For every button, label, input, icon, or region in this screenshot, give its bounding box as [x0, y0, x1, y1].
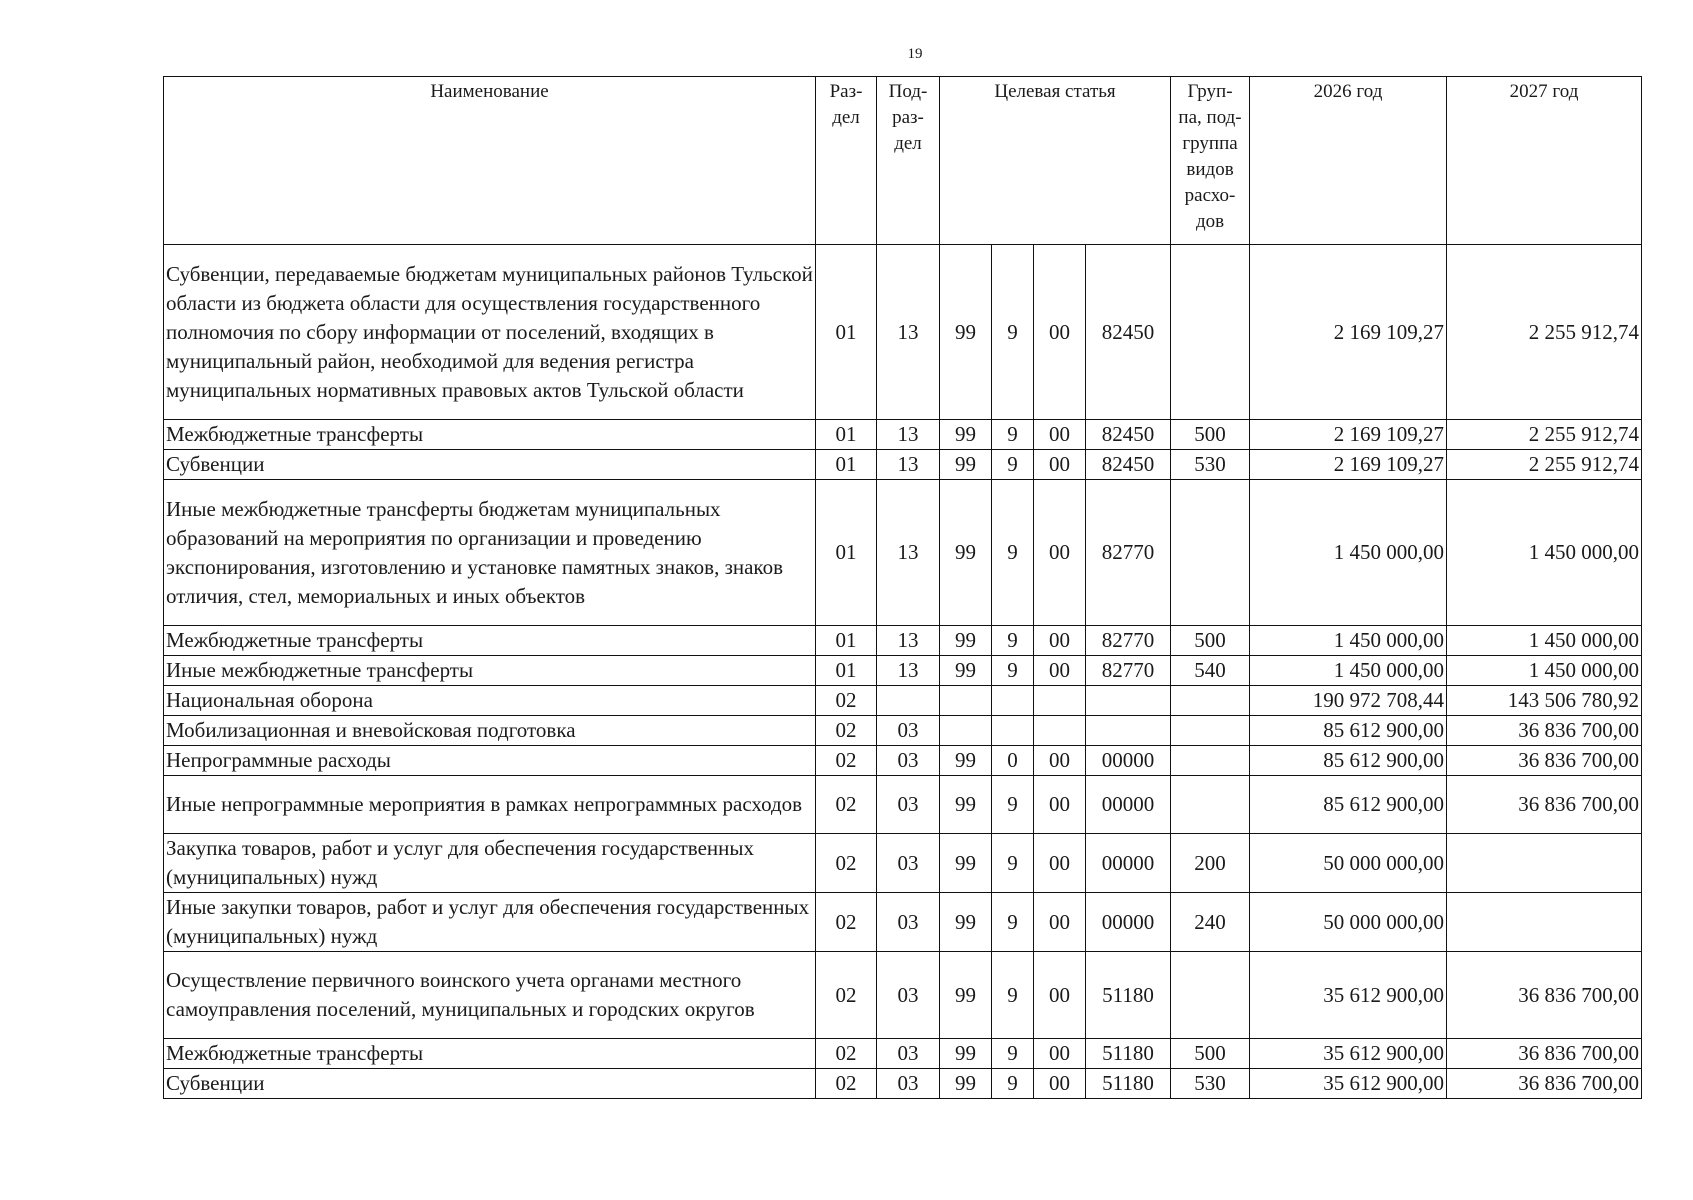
row-name: Иные межбюджетные трансферты бюджетам муниципальных образований на мероприятия по организации и проведению экспонирования, изготовлению и установке памятных знаков, знаков отличия, стел, мемориальных и иных объектов: [164, 480, 816, 626]
row-name: Непрограммные расходы: [164, 746, 816, 776]
row-expense-group: 530: [1171, 1069, 1250, 1099]
row-target-event: 00: [1034, 834, 1086, 893]
row-podrazdel: 03: [877, 834, 940, 893]
row-podrazdel: 03: [877, 952, 940, 1039]
row-target-program: [940, 716, 992, 746]
row-target-direction: 00000: [1086, 834, 1171, 893]
row-target-event: 00: [1034, 656, 1086, 686]
row-target-direction: 82450: [1086, 245, 1171, 420]
row-target-event: 00: [1034, 480, 1086, 626]
row-expense-group: [1171, 245, 1250, 420]
row-target-direction: 00000: [1086, 746, 1171, 776]
table-row: [164, 686, 1642, 716]
row-target-subprogram: 9: [992, 776, 1034, 834]
table-row: [164, 893, 1642, 952]
header-target-article: Целевая статья: [940, 77, 1171, 245]
row-razdel: 01: [816, 656, 877, 686]
row-amount-2026: 2 169 109,27: [1250, 245, 1447, 420]
budget-table: [163, 76, 1642, 1099]
row-podrazdel: 03: [877, 746, 940, 776]
row-amount-2026: 35 612 900,00: [1250, 1039, 1447, 1069]
table-row: [164, 716, 1642, 746]
row-name: Иные непрограммные мероприятия в рамках непрограммных расходов: [164, 776, 816, 834]
row-amount-2026: 50 000 000,00: [1250, 893, 1447, 952]
header-razdel: Раз- дел: [816, 77, 877, 245]
row-expense-group: [1171, 746, 1250, 776]
row-target-event: 00: [1034, 893, 1086, 952]
table-row: [164, 834, 1642, 893]
row-podrazdel: 13: [877, 626, 940, 656]
row-amount-2027: 36 836 700,00: [1447, 716, 1642, 746]
row-podrazdel: 13: [877, 420, 940, 450]
row-razdel: 02: [816, 834, 877, 893]
row-target-event: 00: [1034, 952, 1086, 1039]
row-target-program: 99: [940, 1069, 992, 1099]
row-amount-2026: 1 450 000,00: [1250, 626, 1447, 656]
row-target-event: 00: [1034, 746, 1086, 776]
table-row: [164, 626, 1642, 656]
row-target-subprogram: 0: [992, 746, 1034, 776]
row-razdel: 02: [816, 1039, 877, 1069]
row-amount-2026: 35 612 900,00: [1250, 952, 1447, 1039]
row-target-event: 00: [1034, 245, 1086, 420]
row-amount-2026: 35 612 900,00: [1250, 1069, 1447, 1099]
row-amount-2026: 1 450 000,00: [1250, 656, 1447, 686]
row-amount-2027: 36 836 700,00: [1447, 746, 1642, 776]
row-target-subprogram: 9: [992, 1039, 1034, 1069]
row-amount-2026: 2 169 109,27: [1250, 420, 1447, 450]
header-expense-group: Груп- па, под- группа видов расхо- дов: [1171, 77, 1250, 245]
row-target-direction: 51180: [1086, 1039, 1171, 1069]
row-target-direction: 82770: [1086, 656, 1171, 686]
row-podrazdel: 13: [877, 656, 940, 686]
row-target-subprogram: 9: [992, 1069, 1034, 1099]
row-target-subprogram: [992, 686, 1034, 716]
header-name: Наименование: [164, 77, 816, 245]
row-podrazdel: [877, 686, 940, 716]
row-amount-2026: 190 972 708,44: [1250, 686, 1447, 716]
row-amount-2027: 143 506 780,92: [1447, 686, 1642, 716]
header-year-2027: 2027 год: [1447, 77, 1642, 245]
row-razdel: 01: [816, 420, 877, 450]
row-target-subprogram: 9: [992, 626, 1034, 656]
row-name: Межбюджетные трансферты: [164, 420, 816, 450]
header-podrazdel: Под- раз- дел: [877, 77, 940, 245]
row-expense-group: 500: [1171, 1039, 1250, 1069]
row-razdel: 02: [816, 1069, 877, 1099]
row-amount-2027: 36 836 700,00: [1447, 776, 1642, 834]
row-target-direction: 00000: [1086, 893, 1171, 952]
row-target-event: 00: [1034, 1039, 1086, 1069]
row-target-event: 00: [1034, 776, 1086, 834]
row-expense-group: 500: [1171, 420, 1250, 450]
row-name: Межбюджетные трансферты: [164, 626, 816, 656]
row-razdel: 02: [816, 716, 877, 746]
row-amount-2027: [1447, 834, 1642, 893]
row-target-program: 99: [940, 450, 992, 480]
table-body: [164, 245, 1642, 1099]
header-year-2026: 2026 год: [1250, 77, 1447, 245]
row-target-subprogram: 9: [992, 656, 1034, 686]
row-razdel: 02: [816, 893, 877, 952]
row-razdel: 02: [816, 686, 877, 716]
row-razdel: 01: [816, 245, 877, 420]
table-row: [164, 656, 1642, 686]
row-target-subprogram: 9: [992, 245, 1034, 420]
row-target-subprogram: [992, 716, 1034, 746]
row-target-program: 99: [940, 893, 992, 952]
table-row: [164, 1039, 1642, 1069]
row-amount-2027: 2 255 912,74: [1447, 450, 1642, 480]
row-target-direction: [1086, 686, 1171, 716]
row-expense-group: [1171, 716, 1250, 746]
row-target-event: 00: [1034, 450, 1086, 480]
row-target-program: [940, 686, 992, 716]
row-name: Субвенции: [164, 1069, 816, 1099]
row-target-program: 99: [940, 834, 992, 893]
row-name: Субвенции: [164, 450, 816, 480]
row-target-program: 99: [940, 480, 992, 626]
row-target-direction: 82770: [1086, 626, 1171, 656]
row-target-subprogram: 9: [992, 420, 1034, 450]
row-target-program: 99: [940, 626, 992, 656]
row-amount-2026: 1 450 000,00: [1250, 480, 1447, 626]
row-target-program: 99: [940, 776, 992, 834]
row-amount-2026: 85 612 900,00: [1250, 746, 1447, 776]
row-podrazdel: 13: [877, 480, 940, 626]
row-amount-2027: 2 255 912,74: [1447, 245, 1642, 420]
row-target-subprogram: 9: [992, 952, 1034, 1039]
row-podrazdel: 03: [877, 1039, 940, 1069]
row-target-program: 99: [940, 746, 992, 776]
row-podrazdel: 03: [877, 893, 940, 952]
row-target-direction: 82770: [1086, 480, 1171, 626]
row-amount-2027: 36 836 700,00: [1447, 1069, 1642, 1099]
header-row: [164, 77, 1642, 245]
row-expense-group: [1171, 686, 1250, 716]
row-expense-group: 240: [1171, 893, 1250, 952]
row-target-subprogram: 9: [992, 450, 1034, 480]
row-target-direction: 00000: [1086, 776, 1171, 834]
row-amount-2027: 36 836 700,00: [1447, 1039, 1642, 1069]
table-row: [164, 480, 1642, 626]
row-name: Национальная оборона: [164, 686, 816, 716]
table-row: [164, 952, 1642, 1039]
row-name: Иные закупки товаров, работ и услуг для обеспечения государственных (муниципальных) нужд: [164, 893, 816, 952]
row-razdel: 01: [816, 626, 877, 656]
row-name: Межбюджетные трансферты: [164, 1039, 816, 1069]
row-name: Субвенции, передаваемые бюджетам муниципальных районов Тульской области из бюджета области для осуществления государственного полномочия по сбору информации от поселений, входящих в муниципальный район, необходимой для ведения регистра муниципальных нормативных правовых актов Тульской области: [164, 245, 816, 420]
row-target-program: 99: [940, 420, 992, 450]
row-amount-2027: 36 836 700,00: [1447, 952, 1642, 1039]
row-target-program: 99: [940, 656, 992, 686]
table-row: [164, 776, 1642, 834]
row-podrazdel: 03: [877, 1069, 940, 1099]
row-target-event: 00: [1034, 626, 1086, 656]
row-amount-2026: 85 612 900,00: [1250, 776, 1447, 834]
row-target-direction: 51180: [1086, 1069, 1171, 1099]
row-razdel: 01: [816, 450, 877, 480]
row-target-subprogram: 9: [992, 834, 1034, 893]
row-amount-2027: 1 450 000,00: [1447, 656, 1642, 686]
page-number: 19: [907, 46, 923, 62]
row-podrazdel: 13: [877, 450, 940, 480]
row-expense-group: [1171, 952, 1250, 1039]
row-amount-2026: 50 000 000,00: [1250, 834, 1447, 893]
row-amount-2027: 1 450 000,00: [1447, 480, 1642, 626]
row-target-direction: [1086, 716, 1171, 746]
row-target-event: [1034, 716, 1086, 746]
row-razdel: 02: [816, 952, 877, 1039]
table-row: [164, 420, 1642, 450]
row-name: Иные межбюджетные трансферты: [164, 656, 816, 686]
row-razdel: 02: [816, 746, 877, 776]
row-expense-group: 200: [1171, 834, 1250, 893]
row-expense-group: [1171, 480, 1250, 626]
row-name: Мобилизационная и вневойсковая подготовка: [164, 716, 816, 746]
row-razdel: 02: [816, 776, 877, 834]
row-podrazdel: 03: [877, 776, 940, 834]
row-razdel: 01: [816, 480, 877, 626]
row-target-program: 99: [940, 245, 992, 420]
table-row: [164, 1069, 1642, 1099]
row-podrazdel: 13: [877, 245, 940, 420]
row-expense-group: 500: [1171, 626, 1250, 656]
row-amount-2026: 85 612 900,00: [1250, 716, 1447, 746]
row-target-direction: 51180: [1086, 952, 1171, 1039]
row-target-direction: 82450: [1086, 420, 1171, 450]
row-amount-2026: 2 169 109,27: [1250, 450, 1447, 480]
row-expense-group: 540: [1171, 656, 1250, 686]
table-row: [164, 746, 1642, 776]
row-target-program: 99: [940, 952, 992, 1039]
row-amount-2027: 1 450 000,00: [1447, 626, 1642, 656]
row-amount-2027: [1447, 893, 1642, 952]
row-target-event: 00: [1034, 420, 1086, 450]
row-amount-2027: 2 255 912,74: [1447, 420, 1642, 450]
row-podrazdel: 03: [877, 716, 940, 746]
row-target-subprogram: 9: [992, 893, 1034, 952]
row-target-subprogram: 9: [992, 480, 1034, 626]
row-target-event: [1034, 686, 1086, 716]
table-row: [164, 245, 1642, 420]
row-target-direction: 82450: [1086, 450, 1171, 480]
row-target-program: 99: [940, 1039, 992, 1069]
row-expense-group: 530: [1171, 450, 1250, 480]
row-name: Закупка товаров, работ и услуг для обеспечения государственных (муниципальных) нужд: [164, 834, 816, 893]
row-expense-group: [1171, 776, 1250, 834]
row-target-event: 00: [1034, 1069, 1086, 1099]
row-name: Осуществление первичного воинского учета органами местного самоуправления поселений, муниципальных и городских округов: [164, 952, 816, 1039]
table-row: [164, 450, 1642, 480]
